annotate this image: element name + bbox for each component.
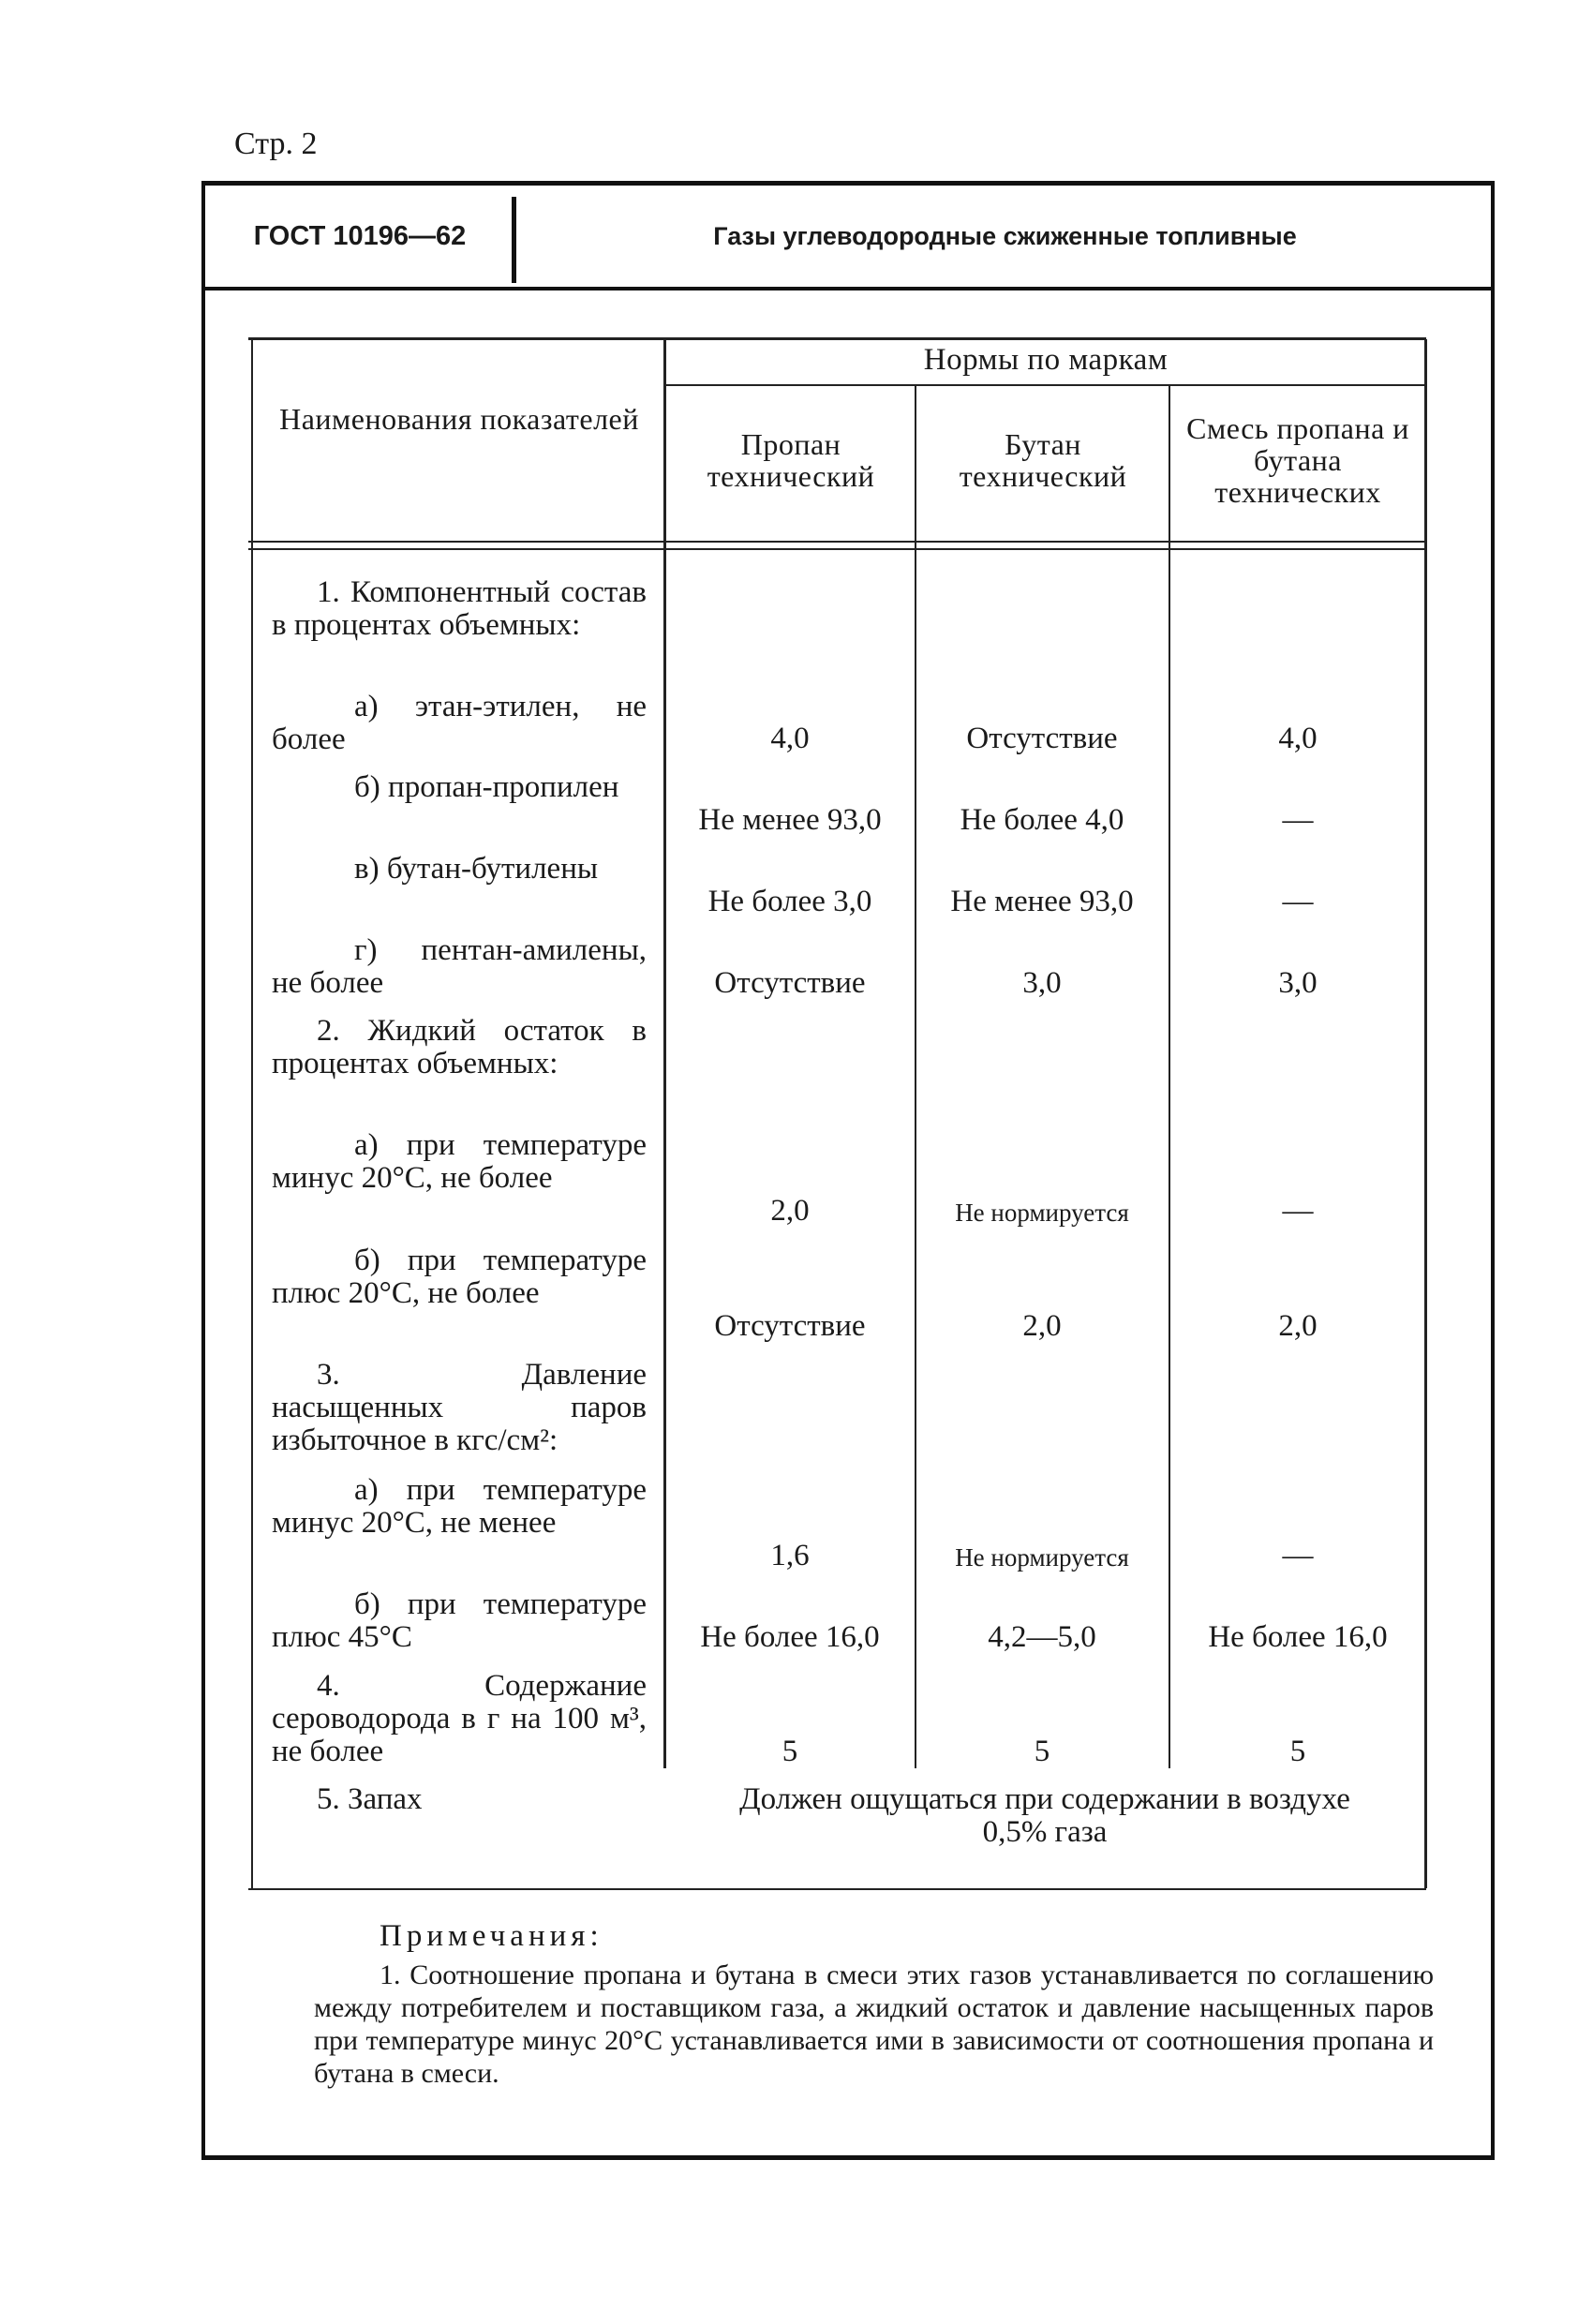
column-divider-3 <box>1169 384 1170 1768</box>
column-divider-2 <box>915 384 916 1768</box>
table-cell: Не более 16,0 <box>700 1620 880 1654</box>
table-cell: Не более 3,0 <box>707 885 872 918</box>
header-divider <box>512 197 516 283</box>
notes-title: Примечания: <box>380 1919 603 1953</box>
header-double-rule-2 <box>248 548 1426 550</box>
table-cell: Не нормируется <box>955 1199 1129 1227</box>
row-name: 4. Содержание сероводорода в г на 100 м³, не более <box>272 1669 647 1768</box>
column-divider-1 <box>663 339 666 1768</box>
row-name: б) при температуре плюс 20°С, не более <box>272 1244 647 1310</box>
row-name: б) пропан-пропилен <box>354 770 619 804</box>
table-cell: 4,0 <box>1278 722 1318 755</box>
document-title: Газы углеводородные сжиженные топливные <box>713 221 1297 250</box>
table-cell: 4,0 <box>770 722 810 755</box>
row-name: 3. Давление насыщенных паров избыточное в кгс/см²: <box>272 1358 647 1457</box>
table-cell: 5 <box>782 1735 798 1768</box>
table-cell: 1,6 <box>770 1539 810 1572</box>
row-name: 1. Компонентный состав в процентах объемных: <box>272 575 647 642</box>
table-cell: Не более 4,0 <box>960 803 1124 837</box>
table-cell: 3,0 <box>1278 966 1318 1000</box>
column-header-name: Наименования показателей <box>279 402 639 436</box>
row-name: в) бутан-бутилены <box>354 852 599 886</box>
row-name: 2. Жидкий остаток в процентах объемных: <box>272 1014 647 1080</box>
row-name: а) при температуре минус 20°С, не более <box>272 1128 647 1195</box>
row-name: б) при температуре плюс 45°С <box>272 1587 647 1654</box>
frame-bottom-rule <box>203 2155 1493 2160</box>
column-header-propane: Пропан технический <box>707 427 875 493</box>
column-group-header: Нормы по маркам <box>923 343 1169 377</box>
table-bottom-rule <box>248 1888 1426 1890</box>
table-cell: — <box>1282 1539 1314 1572</box>
table-left-border <box>251 339 253 1888</box>
merged-table-cell: Должен ощущаться при содержании в воздухе 0,5% газа <box>739 1782 1350 1849</box>
table-cell: 3,0 <box>1022 966 1062 1000</box>
row-name: 5. Запах <box>317 1782 423 1816</box>
table-cell: Отсутствие <box>966 722 1118 755</box>
table-cell: 4,2—5,0 <box>988 1620 1096 1654</box>
row-name: г) пентан-амилены, не более <box>272 933 647 1000</box>
column-header-mixture: Смесь пропана и бутана технических <box>1186 411 1409 509</box>
column-header-butane: Бутан технический <box>959 427 1127 493</box>
table-cell: — <box>1282 803 1314 837</box>
document-header <box>205 186 1491 290</box>
row-name: а) этан-этилен, не более <box>272 690 647 756</box>
table-cell: — <box>1282 1194 1314 1228</box>
header-double-rule-1 <box>248 541 1426 543</box>
table-cell: Не менее 93,0 <box>950 885 1134 918</box>
note-item: 1. Соотношение пропана и бутана в смеси этих газов устанавливается по соглашению между потребителем и поставщиком газа, а жидкий остаток и давление насыщенных паров при температуре минус 20°С устанавливается ими в зависимости от соотношения пропана и бутана в смеси. <box>314 1959 1434 2089</box>
table-cell: Отсутствие <box>714 966 866 1000</box>
table-cell: Не более 16,0 <box>1208 1620 1388 1654</box>
table-cell: 2,0 <box>1278 1309 1318 1343</box>
table-cell: 5 <box>1289 1735 1306 1768</box>
row-name: а) при температуре минус 20°С, не менее <box>272 1473 647 1540</box>
table-right-border <box>1424 339 1427 1888</box>
table-cell: 2,0 <box>770 1194 810 1228</box>
table-cell: 2,0 <box>1022 1309 1062 1343</box>
table-cell: Не нормируется <box>955 1543 1129 1572</box>
standard-number: ГОСТ 10196—62 <box>253 220 467 251</box>
page-number: Стр. 2 <box>234 127 318 161</box>
group-header-rule <box>665 384 1426 386</box>
table-cell: 5 <box>1034 1735 1050 1768</box>
table-cell: Не менее 93,0 <box>698 803 882 837</box>
table-cell: Отсутствие <box>714 1309 866 1343</box>
table-cell: — <box>1282 885 1314 918</box>
table-top-rule <box>248 337 1426 340</box>
